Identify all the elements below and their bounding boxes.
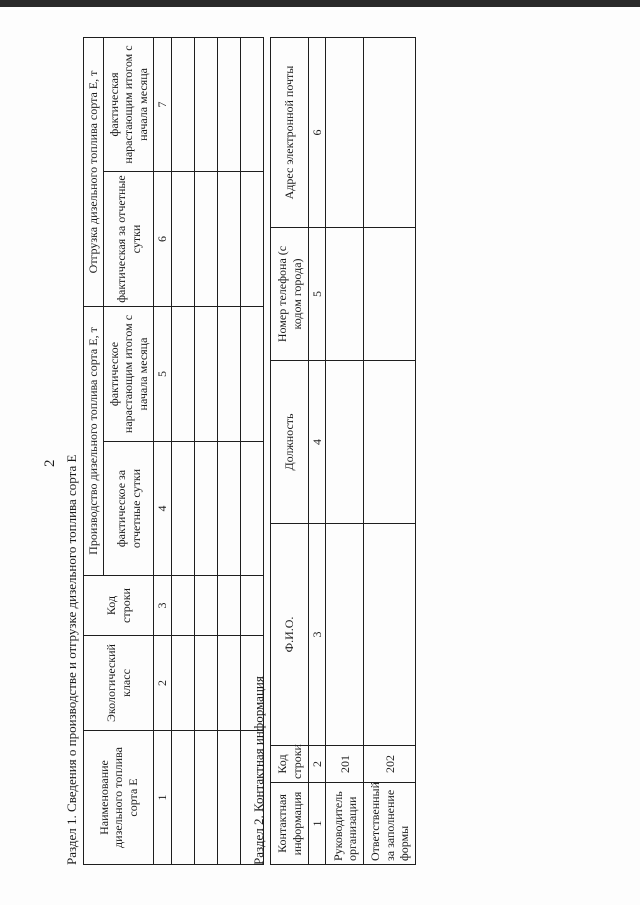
header-production-cumulative: фактическое нарастающим итогом с начала месяца [104,306,154,441]
header-position: Должность [271,361,309,524]
column-number: 1 [154,731,172,865]
column-number: 2 [154,636,172,731]
section1-table [83,37,264,865]
table-row [218,37,241,864]
section1-title: Раздел 1. Сведения о производстве и отгрузке дизельного топлива сорта Е [64,454,79,865]
header-production-day: фактическое за отчетные сутки [104,442,154,576]
contact-label: Руководитель организации [326,783,364,865]
header-eco-class: Экологический класс [84,636,154,731]
section2-table [270,37,416,865]
table-row [326,38,364,865]
column-number: 5 [309,228,326,361]
column-number: 6 [309,38,326,228]
column-number-row [309,38,326,865]
header-shipment-group: Отгрузка дизельного топлива сорта Е, т [84,37,104,306]
table-row [172,37,195,864]
column-number: 5 [154,306,172,441]
header-full-name: Ф.И.О. [271,524,309,746]
table-row [195,37,218,864]
column-number: 4 [309,361,326,524]
header-production-group: Производство дизельного топлива сорта Е, т [84,306,104,575]
contact-label: Ответственный за заполнение формы [364,783,416,865]
column-number-row [154,37,172,864]
column-number: 3 [154,576,172,636]
header-row-code: Код строки [271,746,309,783]
contact-code: 201 [326,746,364,783]
column-number: 6 [154,171,172,306]
table-row [364,38,416,865]
section2-title: Раздел 2. Контактная информация [251,676,266,865]
header-shipment-day: фактическая за отчетные сутки [104,171,154,306]
column-number: 7 [154,37,172,171]
contact-code: 202 [364,746,416,783]
column-number: 3 [309,524,326,746]
header-row-code: Код строки [84,576,154,636]
header-fuel-name: Наименование дизельного топлива сорта Е [84,731,154,865]
page-number: 2 [42,459,58,467]
column-number: 2 [309,746,326,783]
header-phone: Номер телефона (с кодом города) [271,228,309,361]
column-number: 4 [154,442,172,576]
header-shipment-cumulative: фактическая нарастающим итогом с начала месяца [104,37,154,171]
header-contact-info: Контактная информация [271,783,309,865]
column-number: 1 [309,783,326,865]
header-email: Адрес электронной почты [271,38,309,228]
